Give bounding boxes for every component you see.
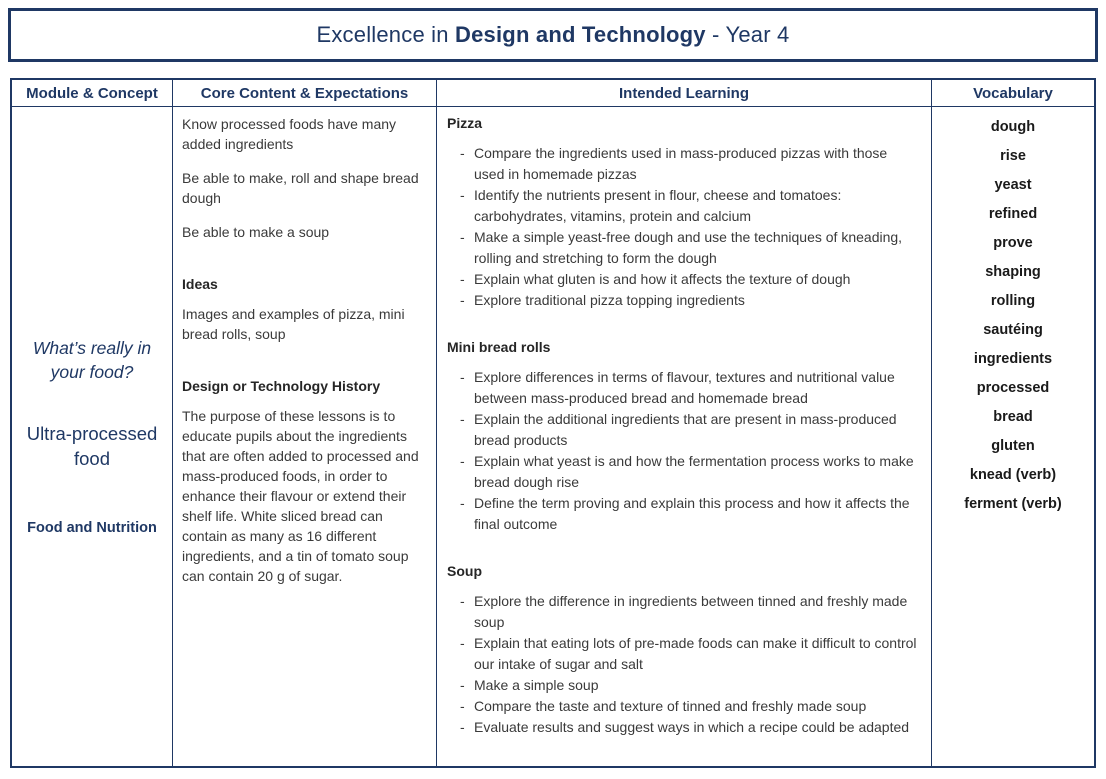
vocab-word: dough (990, 119, 1036, 135)
learning-item: - Evaluate results and suggest ways in which a recipe could be adapted (447, 717, 921, 738)
document-title-banner (8, 8, 1098, 62)
vocab-word: knead (verb) (969, 467, 1057, 483)
learning-item: - Explain that eating lots of pre-made foods can make it difficult to control our intake of sugar and salt (447, 633, 921, 675)
curriculum-table (10, 78, 1096, 768)
module-concept-cell (12, 107, 173, 766)
history-text: The purpose of these lessons is to educate pupils about the ingredients that are often added to processed and mass-produced foods, in order to enhance their flavour or extend their shelf life. White sliced bread can contain as many as 16 different ingredients, and a tin of tomato soup can contain 20 g of sugar. (182, 408, 419, 584)
title-emphasis: Design and Technology (455, 22, 706, 47)
title-prefix: Excellence in (316, 22, 456, 47)
vocab-word: rolling (990, 293, 1036, 309)
learning-section-mini-bread-rolls (447, 337, 921, 535)
column-header-intended-learning: Intended Learning (437, 80, 932, 107)
expectation-item: Know processed foods have many added ingredients (182, 116, 397, 152)
vocab-word: yeast (994, 177, 1032, 193)
learning-item: - Identify the nutrients present in flour, cheese and tomatoes: carbohydrates, vitamins, protein and calcium (447, 185, 921, 227)
module-strand: Food and Nutrition (27, 520, 157, 537)
expectation-item: Be able to make, roll and shape bread dough (182, 170, 419, 206)
page-title (316, 22, 789, 48)
vocab-word: bread (993, 409, 1033, 425)
vocab-word: prove (993, 235, 1033, 251)
learning-list (447, 591, 921, 738)
ideas-text: Images and examples of pizza, mini bread rolls, soup (182, 306, 405, 342)
expectation-item: Be able to make a soup (182, 224, 330, 240)
history-heading: Design or Technology History (182, 378, 381, 394)
learning-section-pizza (447, 113, 921, 311)
learning-item: - Define the term proving and explain this process and how it affects the final outcome (447, 493, 921, 535)
learning-item: - Explore differences in terms of flavour, textures and nutritional value between mass-produced bread and homemade bread (447, 367, 921, 409)
intended-learning-cell (437, 107, 932, 766)
learning-section-heading: Soup (447, 563, 482, 579)
vocab-word: rise (1000, 148, 1026, 164)
column-header-module-concept: Module & Concept (12, 80, 173, 107)
learning-section-soup (447, 561, 921, 738)
learning-item: - Explain the additional ingredients that are present in mass-produced bread products (447, 409, 921, 451)
module-topic: Ultra-processed food (26, 423, 158, 470)
vocab-word: ferment (verb) (964, 496, 1062, 512)
vocab-word: gluten (991, 438, 1035, 454)
vocabulary-cell (932, 107, 1094, 766)
title-suffix: - Year 4 (705, 22, 790, 47)
learning-section-heading: Mini bread rolls (447, 339, 551, 355)
learning-item: - Make a simple yeast-free dough and use the techniques of kneading, rolling and stretching to form the dough (447, 227, 921, 269)
learning-item: - Explain what yeast is and how the fermentation process works to make bread dough rise (447, 451, 921, 493)
column-header-core-content: Core Content & Expectations (173, 80, 437, 107)
learning-section-heading: Pizza (447, 115, 483, 131)
ideas-heading: Ideas (182, 276, 218, 292)
learning-item: - Make a simple soup (447, 675, 921, 696)
learning-list (447, 367, 921, 535)
learning-item: - Explore the difference in ingredients between tinned and freshly made soup (447, 591, 921, 633)
core-content-cell (173, 107, 437, 766)
vocab-word: refined (988, 206, 1038, 222)
learning-item: - Explain what gluten is and how it affects the texture of dough (447, 269, 921, 290)
column-header-vocabulary: Vocabulary (932, 80, 1094, 107)
learning-item: - Compare the ingredients used in mass-produced pizzas with those used in homemade pizzas (447, 143, 921, 185)
learning-list (447, 143, 921, 311)
learning-item: - Explore traditional pizza topping ingredients (447, 290, 921, 311)
vocab-word: processed (976, 380, 1050, 396)
vocab-word: sautéing (983, 322, 1043, 338)
module-theme: What’s really in your food? (32, 337, 152, 382)
vocab-word: ingredients (973, 351, 1053, 367)
learning-item: - Compare the taste and texture of tinned and freshly made soup (447, 696, 921, 717)
vocab-word: shaping (985, 264, 1041, 280)
